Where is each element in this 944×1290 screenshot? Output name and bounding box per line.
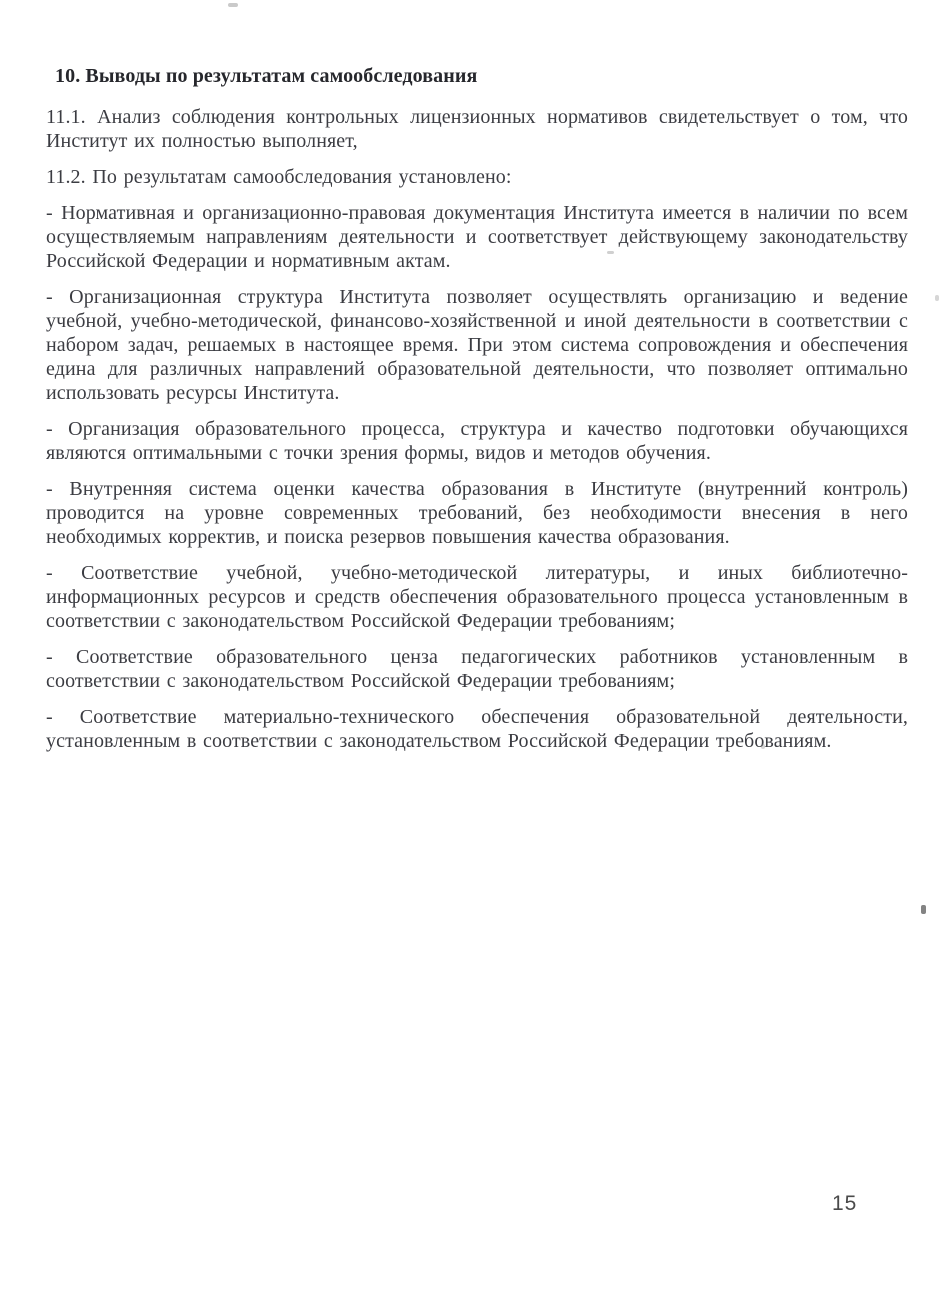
section-heading: 10. Выводы по результатам самообследования bbox=[55, 65, 478, 87]
scan-speck bbox=[607, 251, 614, 254]
paragraph-11-2: 11.2. По результатам самообследования установлено: bbox=[46, 166, 512, 188]
paragraph-teacher-qualification: - Соответствие образовательного ценза педагогических работников установленным в соответствии с законодательством Российской Федерации требованиям; bbox=[46, 646, 908, 692]
scan-speck bbox=[921, 905, 926, 914]
paragraph-org-structure: - Организационная структура Института позволяет осуществлять организацию и ведение учебной, учебно-методической, финансово-хозяйственной и иной деятельности в соответствии с набором задач, решаемых в настоящее время. При этом система сопровождения и обеспечения едина для различных направлений образовательной деятельности, что позволяет оптимально использовать ресурсы Института. bbox=[46, 286, 908, 404]
paragraph-11-1: 11.1. Анализ соблюдения контрольных лицензионных нормативов свидетельствует о том, что Институт их полностью выполняет, bbox=[46, 106, 908, 152]
document-body bbox=[46, 64, 908, 753]
scan-speck bbox=[228, 3, 238, 7]
paragraph-material-technical: - Соответствие материально-технического обеспечения образовательной деятельности, установленным в соответствии с законодательством Российской Федерации требованиям. bbox=[46, 706, 908, 752]
scan-speck bbox=[935, 295, 939, 301]
paragraph-normative-docs: - Нормативная и организационно-правовая документация Института имеется в наличии по всем осуществляемым направлениям деятельности и соответствует действующему законодательству Российской Федерации и нормативным актам. bbox=[46, 202, 908, 272]
paragraph-edu-process: - Организация образовательного процесса, структура и качество подготовки обучающихся являются оптимальными с точки зрения формы, видов и методов обучения. bbox=[46, 418, 908, 464]
paragraph-internal-quality: - Внутренняя система оценки качества образования в Институте (внутренний контроль) проводится на уровне современных требований, без необходимости внесения в него необходимых корректив, и поиска резервов повышения качества образования. bbox=[46, 478, 908, 548]
paragraph-library-resources: - Соответствие учебной, учебно-методической литературы, и иных библиотечно-информационных ресурсов и средств обеспечения образовательного процесса установленным в соответствии с законодательством Российской Федерации требованиям; bbox=[46, 562, 908, 632]
page-number: 15 bbox=[832, 1192, 858, 1215]
scan-speck bbox=[761, 744, 765, 749]
